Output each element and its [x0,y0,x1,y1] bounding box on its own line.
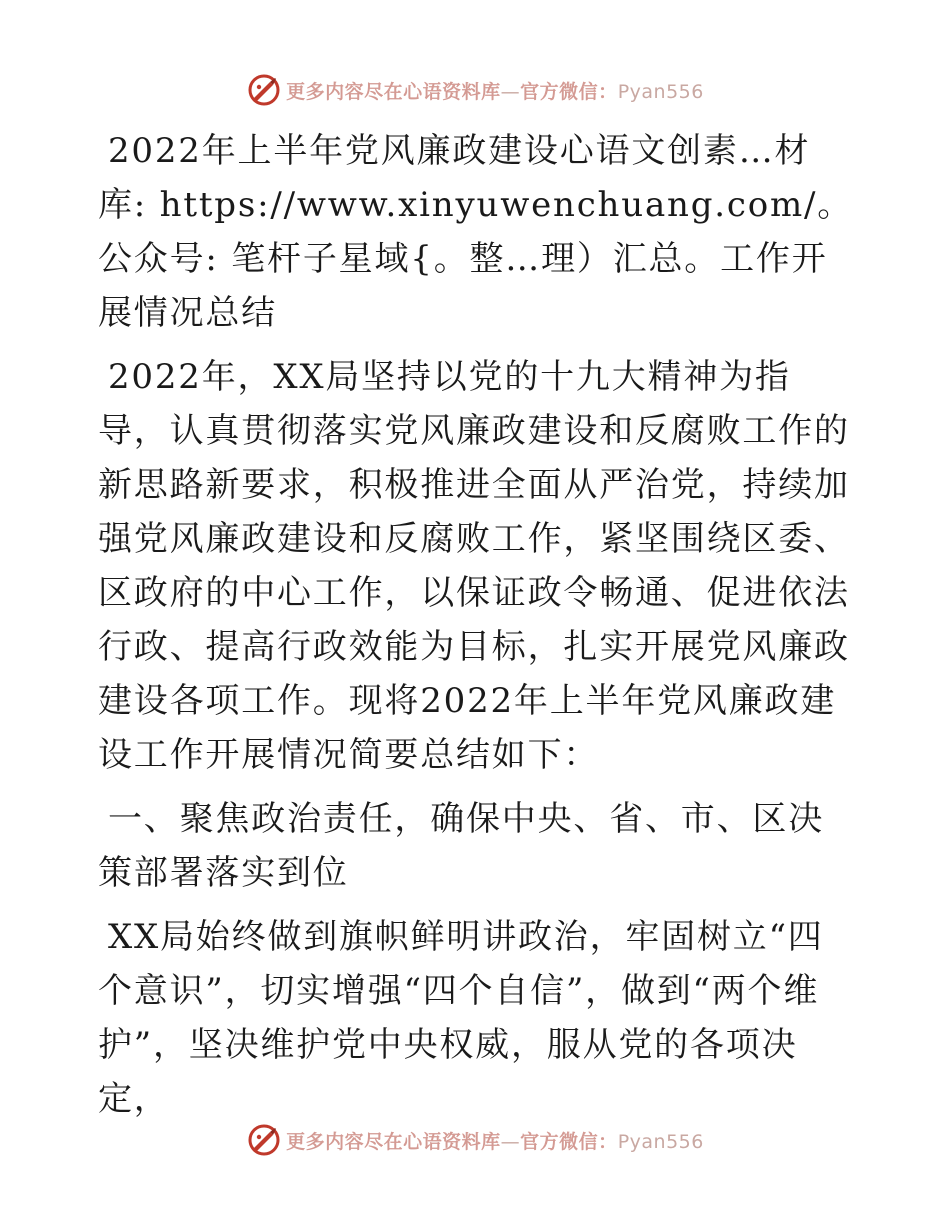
section-heading-1: 一、聚焦政治责任，确保中央、省、市、区决策部署落实到位 [98,799,824,893]
footer-watermark-banner [0,1118,950,1162]
footer-watermark-text: 更多内容尽在心语资料库—官方微信：Pyan556 [286,1130,704,1153]
xinyu-logo-icon [246,72,282,108]
intro-paragraph: 2022年上半年党风廉政建设心语文创素…材库: https://www.xinyuwenchuang.com/。公众号: 笔杆子星域{。整…理）汇总。工作开展情况总结 [98,131,854,333]
section-1-paragraph: XX局始终做到旗帜鲜明讲政治，牢固树立“四个意识”，切实增强“四个自信”，做到“两个维护”，坚决维护党中央权威，服从党的各项决定， [98,917,824,1119]
header-watermark-text: 更多内容尽在心语资料库—官方微信：Pyan556 [286,80,704,103]
document-body [98,124,858,1136]
summary-paragraph: 2022年，XX局坚持以党的十九大精神为指导，认真贯彻落实党风廉政建设和反腐败工作的新思路新要求，积极推进全面从严治党，持续加强党风廉政建设和反腐败工作，紧坚围绕区委、区政府的中心工作，以保证政令畅通、促进依法行政、提高行政效能为目标，扎实开展党风廉政建设各项工作。现将2022年上半年党风廉政建设工作开展情况简要总结如下： [98,357,850,775]
xinyu-logo-icon [246,1122,282,1158]
header-watermark-banner [0,68,950,112]
